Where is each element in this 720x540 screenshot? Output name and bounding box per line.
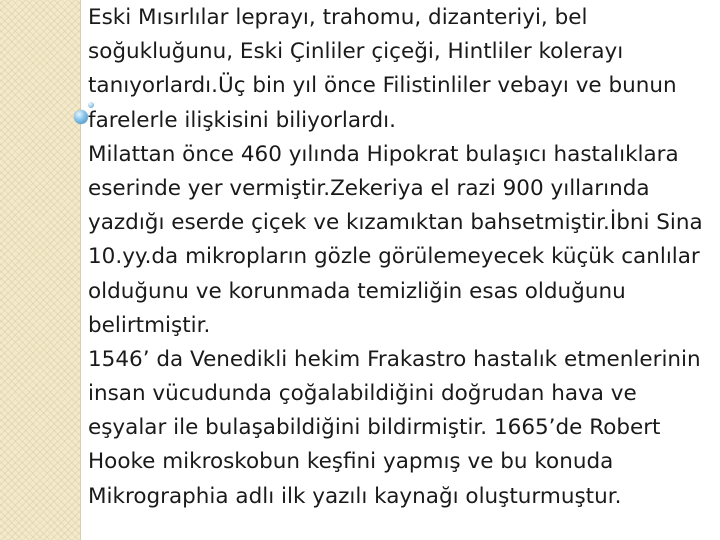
text-line: Milattan önce 460 yılında Hipokrat bulaşıcı hastalıklara bbox=[88, 141, 679, 167]
bullet-icon bbox=[74, 110, 88, 124]
text-line: eşyalar ile bulaşabildiğini bildirmiştir. 1665’de Robert bbox=[88, 415, 661, 441]
decorative-side-band bbox=[0, 0, 80, 540]
text-line: insan vücudunda çoğalabildiğini doğrudan hava ve bbox=[88, 381, 637, 407]
text-line: Eski Mısırlılar leprayı, trahomu, dizanteriyi, bel bbox=[88, 5, 588, 30]
text-line: 10.yy.da mikropların gözle görülemeyecek küçük canlılar bbox=[88, 244, 700, 270]
slide-body-text bbox=[88, 1, 720, 514]
text-line: soğukluğunu, Eski Çinliler çiçeği, Hintliler kolerayı bbox=[88, 39, 624, 65]
text-line: belirtmiştir. bbox=[88, 312, 211, 338]
text-line: tanıyorlardı.Üç bin yıl önce Filistinliler vebayı ve bunun bbox=[88, 73, 677, 99]
text-line: Mikrographia adlı ilk yazılı kaynağı oluşturmuştur. bbox=[88, 483, 622, 509]
text-line: olduğunu ve korunmada temizliğin esas olduğunu bbox=[88, 278, 626, 304]
text-line: eserinde yer vermiştir.Zekeriya el razi 900 yıllarında bbox=[88, 175, 650, 201]
side-divider bbox=[80, 0, 81, 540]
text-line: 1546’ da Venedikli hekim Frakastro hastalık etmenlerinin bbox=[88, 346, 701, 372]
text-line: Hooke mikroskobun keşfini yapmış ve bu konuda bbox=[88, 449, 614, 475]
text-line: farelerle ilişkisini biliyorlardı. bbox=[88, 107, 396, 133]
text-line: yazdığı eserde çiçek ve kızamıktan bahsetmiştir.İbni Sina bbox=[88, 210, 703, 236]
